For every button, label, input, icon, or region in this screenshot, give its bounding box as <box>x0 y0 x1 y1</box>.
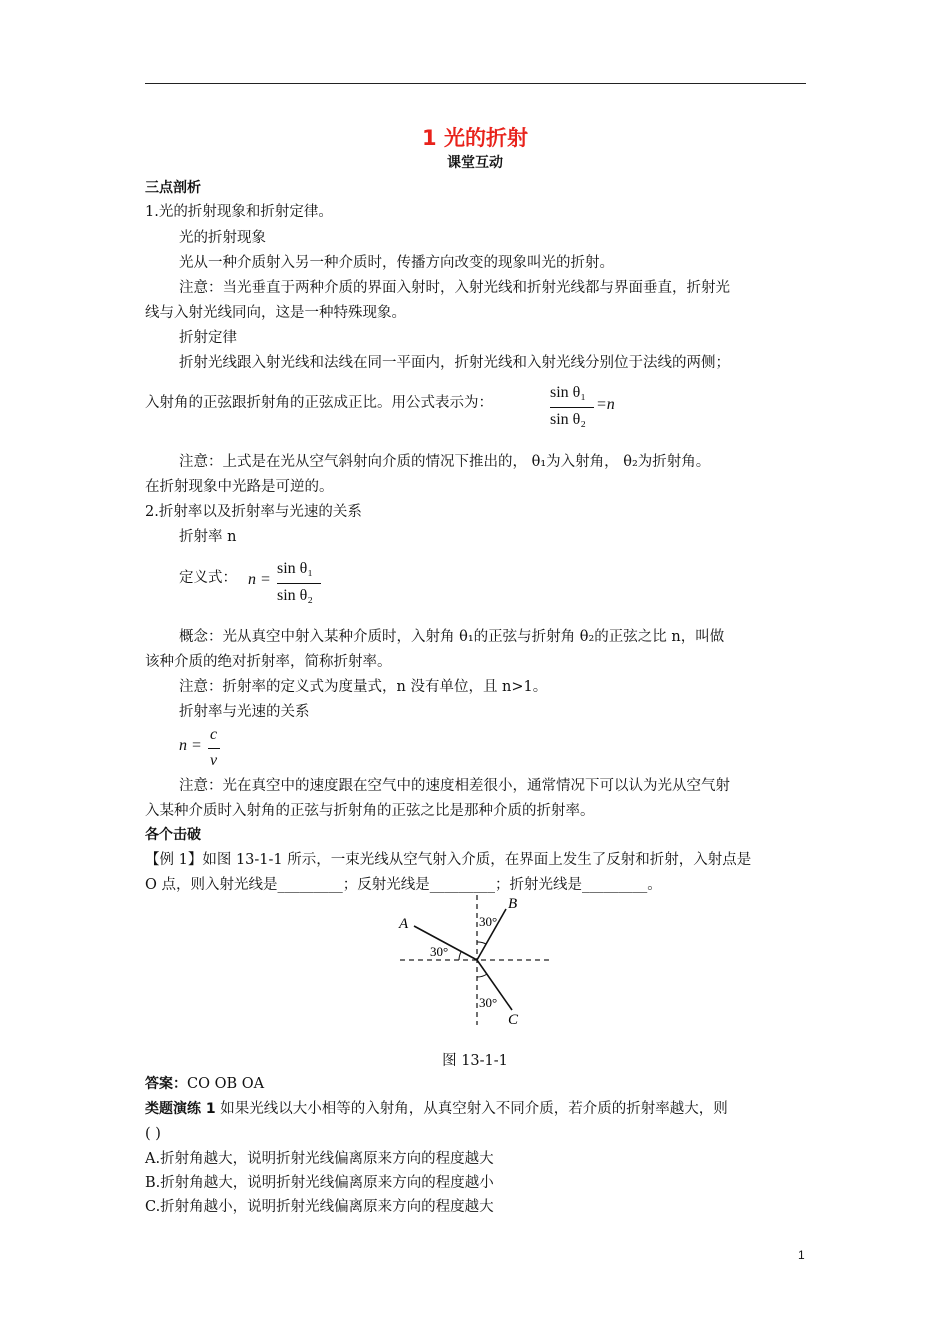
fraction-bar <box>277 583 321 584</box>
angle-arc-left <box>459 952 461 960</box>
label-C: C <box>508 1012 519 1027</box>
practice-text-a: 如果光线以大小相等的入射角，从真空射入不同介质，若介质的折射率越大，则 <box>215 1101 728 1117</box>
text-note-4b: 入某种介质时入射角的正弦与折射角的正弦之比是那种介质的折射率。 <box>145 803 595 819</box>
text-law-b: 入射角的正弦跟折射角的正弦成正比。用公式表示为： <box>145 395 493 411</box>
option-b: B.折射角越大，说明折射光线偏离原来方向的程度越小 <box>145 1175 494 1191</box>
formula-speed-lhs: n = <box>179 737 202 754</box>
answer-text: CO OB OA <box>187 1076 265 1092</box>
subheading-refraction-phenomenon: 光的折射现象 <box>179 230 266 246</box>
formula-index-numerator: sin θ₁ <box>277 560 313 577</box>
paragraph-heading-1: 1.光的折射现象和折射定律。 <box>145 204 333 220</box>
subheading-index-speed: 折射率与光速的关系 <box>179 704 310 720</box>
text-note-1a: 注意：当光垂直于两种介质的界面入射时，入射光线和折射光线都与界面垂直，折射光 <box>179 280 730 296</box>
angle-label-bottom: 30° <box>479 995 498 1010</box>
answer-label: 答案： <box>145 1076 187 1092</box>
text-note-1b: 线与入射光线同向，这是一种特殊现象。 <box>145 305 406 321</box>
formula-snell-rhs: =n <box>596 396 615 413</box>
header-rule <box>145 83 806 84</box>
fraction-bar <box>550 407 594 408</box>
formula-speed-numerator: c <box>210 726 218 743</box>
figure-caption: 图 13-1-1 <box>442 1053 508 1069</box>
formula-snell-denominator: sin θ₂ <box>550 411 586 428</box>
text-note-4a: 注意：光在真空中的速度跟在空气中的速度相差很小，通常情况下可以认为光从空气射 <box>179 778 730 794</box>
text-note-3: 注意：折射率的定义式为度量式，n 没有单位，且 n>1。 <box>179 679 548 695</box>
practice-line <box>145 1099 728 1119</box>
angle-arc-top <box>477 942 486 944</box>
refraction-diagram <box>395 893 555 1027</box>
subheading-index: 折射率 n <box>179 529 237 545</box>
formula-index-denominator: sin θ₂ <box>277 587 313 604</box>
formula-snell-numerator: sin θ₁ <box>550 384 586 401</box>
text-law-a: 折射光线跟入射光线和法线在同一平面内，折射光线和入射光线分别位于法线的两侧； <box>179 355 730 371</box>
angle-label-left: 30° <box>430 944 449 959</box>
formula-speed-denominator: v <box>210 752 218 769</box>
angle-arc-bottom <box>477 974 487 977</box>
label-definition: 定义式： <box>179 570 237 586</box>
fraction-bar <box>208 748 220 749</box>
practice-label: 类题演练 1 <box>145 1101 216 1117</box>
paragraph-heading-2: 2.折射率以及折射率与光速的关系 <box>145 504 362 520</box>
section-heading-analysis: 三点剖析 <box>145 180 201 196</box>
text-note-2b: 在折射现象中光路是可逆的。 <box>145 479 334 495</box>
page-number: 1 <box>798 1248 805 1262</box>
label-A: A <box>399 916 409 932</box>
page-title: 1 光的折射 <box>422 126 528 150</box>
formula-index-lhs: n = <box>248 571 271 588</box>
text-concept-a: 概念：光从真空中射入某种介质时，入射角 θ₁的正弦与折射角 θ₂的正弦之比 n，叫做 <box>179 629 725 645</box>
option-a: A.折射角越大，说明折射光线偏离原来方向的程度越大 <box>145 1151 494 1167</box>
example-text-b: O 点，则入射光线是_________；反射光线是_________；折射光线是_________。 <box>145 877 662 893</box>
practice-text-b: ( ) <box>145 1126 161 1142</box>
answer-line <box>145 1074 264 1094</box>
option-c: C.折射角越小，说明折射光线偏离原来方向的程度越大 <box>145 1199 494 1215</box>
subheading-refraction-law: 折射定律 <box>179 330 237 346</box>
text-concept-b: 该种介质的绝对折射率，简称折射率。 <box>145 654 392 670</box>
angle-label-top: 30° <box>479 914 498 929</box>
page-subtitle: 课堂互动 <box>447 155 503 171</box>
text-refraction-definition: 光从一种介质射入另一种介质时，传播方向改变的现象叫光的折射。 <box>179 255 614 271</box>
label-B: B <box>508 896 518 912</box>
example-text-a: 【例 1】如图 13-1-1 所示，一束光线从空气射入介质，在界面上发生了反射和折射，入射点是 <box>145 852 752 868</box>
section-heading-examples: 各个击破 <box>145 827 201 843</box>
text-note-2a: 注意：上式是在光从空气斜射向介质的情况下推出的， θ₁为入射角， θ₂为折射角。 <box>179 454 711 470</box>
